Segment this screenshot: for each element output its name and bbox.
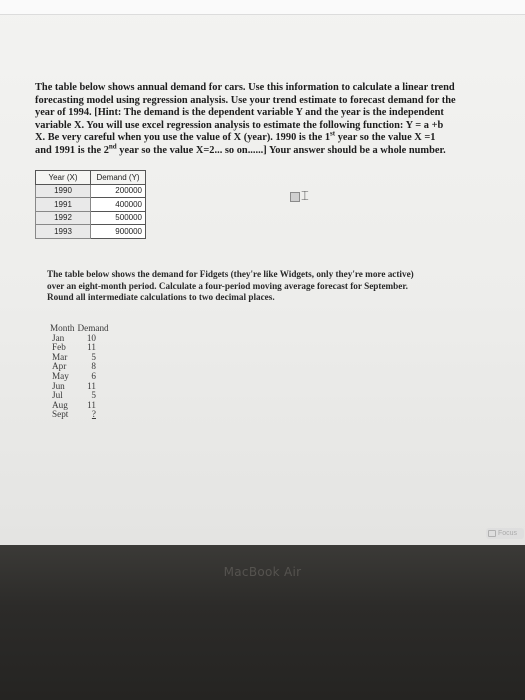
q1-line-1: The table below shows annual demand for cars. Use this information to calculate a linear trend — [35, 82, 455, 93]
question-2-text — [47, 269, 477, 304]
month-cell: Mar — [52, 351, 68, 362]
month-cell: Feb — [52, 342, 66, 353]
laptop-brand-label: MacBook Air — [223, 565, 302, 579]
q2-line-1: The table below shows the demand for Fidgets (they're like Widgets, only they're more active) — [47, 269, 414, 279]
q1-line-3: year of 1994. [Hint: The demand is the dependent variable Y and the year is the independent — [35, 107, 444, 119]
demand-cell: 500000 — [91, 211, 146, 225]
q2-line-3: Round all intermediate calculations to two decimal places. — [47, 292, 275, 303]
year-cell: 1991 — [36, 198, 91, 212]
q1-line-6-sup: nd — [108, 142, 117, 151]
q1-line-4: variable X. You will use excel regression analysis to estimate the following function: Y = a +b — [35, 119, 444, 131]
table-row — [36, 225, 146, 239]
list-item — [50, 410, 112, 420]
demand-cell: 200000 — [91, 184, 146, 198]
table-header-row — [36, 171, 146, 185]
month-cell: Jan — [52, 332, 65, 343]
q1-line-6-tail: year so the value X=2... so on......] Your answer should be a whole number. — [116, 144, 446, 156]
demand-cell: 900000 — [91, 225, 146, 239]
focus-button[interactable] — [486, 528, 524, 539]
selection-box-icon — [290, 192, 300, 202]
month-cell: Jun — [52, 380, 65, 391]
month-cell: Sept — [52, 409, 69, 420]
demand-cell: 11 — [87, 342, 96, 353]
demand-column-header: Demand — [77, 323, 109, 333]
browser-top-strip — [0, 0, 525, 15]
month-cell: Aug — [52, 399, 68, 410]
year-cell: 1993 — [36, 225, 91, 239]
year-cell: 1990 — [36, 184, 91, 198]
demand-cell: 6 — [91, 370, 96, 381]
demand-column-header: Demand (Y) — [91, 171, 146, 185]
q1-line-5-tail: year so the value X =1 — [335, 132, 436, 144]
year-column-header: Year (X) — [36, 171, 91, 185]
demand-cell: 11 — [87, 399, 96, 410]
focus-icon — [488, 530, 496, 537]
q1-line-5 — [35, 129, 490, 145]
table-row — [36, 198, 146, 212]
month-cell: Apr — [52, 361, 67, 372]
demand-cell: 5 — [91, 351, 96, 362]
demand-cell: 8 — [91, 361, 96, 372]
demand-cell: 5 — [91, 390, 96, 401]
fidget-demand-table — [50, 324, 112, 420]
question-1-text — [35, 82, 490, 158]
month-cell: Jul — [52, 390, 63, 401]
demand-cell: ? — [91, 409, 96, 420]
q1-line-6-head: and 1991 is the 2 — [35, 144, 109, 156]
text-cursor-icon — [290, 190, 316, 204]
demand-cell: 400000 — [91, 198, 146, 212]
demand-cell: 11 — [87, 380, 96, 391]
q1-line-5-head: X. Be very careful when you use the value of X (year). 1990 is the 1 — [35, 132, 331, 144]
car-demand-table — [35, 170, 146, 239]
q2-line-2: over an eight-month period. Calculate a four-period moving average forecast for September. — [47, 280, 408, 291]
q1-line-5-sup: st — [330, 129, 336, 138]
month-cell: May — [52, 370, 69, 381]
q1-line-2: forecasting model using regression analysis. Use your trend estimate to forecast demand for the — [35, 94, 456, 106]
month-column-header: Month — [50, 323, 75, 333]
table-row — [36, 184, 146, 198]
i-beam-cursor-icon: ⌶ — [301, 189, 309, 204]
q1-line-6 — [35, 142, 490, 158]
focus-label: Focus — [498, 530, 518, 537]
demand-cell: 10 — [86, 332, 96, 343]
year-cell: 1992 — [36, 211, 91, 225]
table-row — [36, 211, 146, 225]
